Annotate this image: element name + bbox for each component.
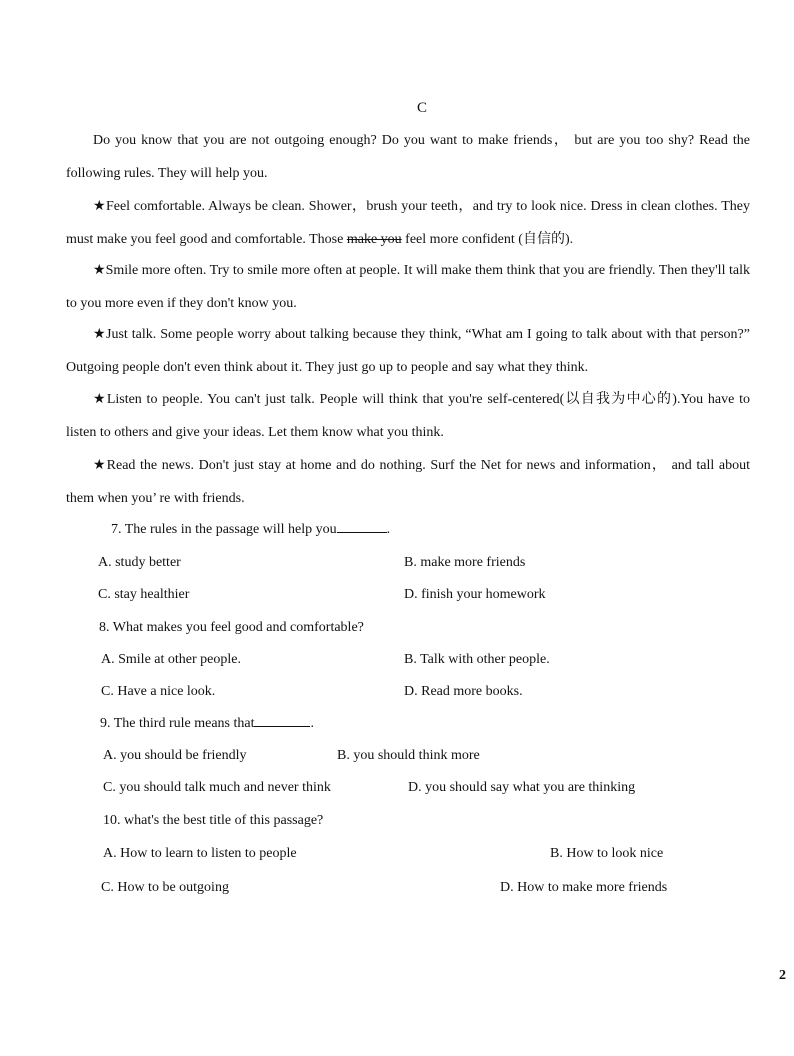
rule-1 bbox=[66, 190, 750, 256]
answer-blank bbox=[254, 726, 310, 727]
rule-4-text: Listen to people. You can't just talk. People will think that you're self-centered(以自我为中心的).You have to listen to others and give your ideas. Let them know what you think. bbox=[66, 392, 750, 440]
option-9b: B. you should think more bbox=[337, 748, 480, 763]
star-icon: ★ bbox=[93, 327, 107, 342]
rule-1-text-a: Feel comfortable. Always be clean. Shower，brush your teeth，and try to look nice. Dress in clean clothes. They must make you feel good and comfortable. Those bbox=[66, 199, 750, 247]
option-7c: C. stay healthier bbox=[98, 587, 190, 602]
section-label: C bbox=[416, 100, 427, 116]
rule-1-struck-text: make you bbox=[346, 232, 402, 247]
intro-text: Do you know that you are not outgoing enough? Do you want to make friends， but are you too shy? Read the following rules. They will help you. bbox=[66, 133, 750, 181]
rule-5-text: Read the news. Don't just stay at home and do nothing. Surf the Net for news and information， and tall about them when you’ re with friends. bbox=[66, 458, 750, 506]
rule-1-text-b: feel more confident (自信的). bbox=[401, 232, 574, 247]
question-8 bbox=[99, 620, 364, 636]
rule-3-text: Just talk. Some people worry about talking because they think, “What am I going to talk about with that person?” Outgoing people don't even think about it. They just go up to people and say what they think. bbox=[66, 327, 750, 375]
question-9-stem: 9. The third rule means that bbox=[100, 716, 255, 731]
question-7-stem: 7. The rules in the passage will help you bbox=[111, 522, 337, 537]
question-10 bbox=[103, 813, 323, 829]
answer-blank bbox=[337, 532, 387, 533]
rule-2-text: Smile more often. Try to smile more often at people. It will make them think that you are friendly. Then they'll talk to you more even if they don't know you. bbox=[66, 263, 750, 311]
star-icon: ★ bbox=[93, 458, 107, 473]
option-10d: D. How to make more friends bbox=[500, 880, 668, 895]
star-icon: ★ bbox=[93, 199, 106, 214]
star-icon: ★ bbox=[93, 263, 106, 278]
option-7d: D. finish your homework bbox=[404, 587, 546, 602]
rule-2 bbox=[66, 254, 750, 320]
option-8a: A. Smile at other people. bbox=[101, 652, 241, 667]
question-8-stem: 8. What makes you feel good and comfortable? bbox=[99, 620, 364, 635]
rule-3 bbox=[66, 318, 750, 384]
option-8b: B. Talk with other people. bbox=[404, 652, 550, 667]
option-8c: C. Have a nice look. bbox=[101, 684, 216, 699]
option-7a: A. study better bbox=[98, 555, 181, 570]
question-10-stem: 10. what's the best title of this passage? bbox=[103, 813, 324, 828]
star-icon: ★ bbox=[93, 392, 107, 407]
question-9: 9. The third rule means that . bbox=[100, 716, 314, 731]
rule-5 bbox=[66, 449, 750, 515]
question-7: 7. The rules in the passage will help you . bbox=[111, 522, 391, 537]
option-10c: C. How to be outgoing bbox=[101, 880, 229, 895]
option-10a: A. How to learn to listen to people bbox=[103, 846, 297, 861]
option-9d: D. you should say what you are thinking bbox=[408, 780, 636, 795]
option-9c: C. you should talk much and never think bbox=[103, 780, 331, 795]
option-10b: B. How to look nice bbox=[550, 846, 664, 861]
page-number: 2 bbox=[779, 968, 786, 983]
passage-intro bbox=[66, 124, 750, 190]
option-9a: A. you should be friendly bbox=[103, 748, 247, 763]
option-7b: B. make more friends bbox=[404, 555, 526, 570]
option-8d: D. Read more books. bbox=[404, 684, 523, 699]
rule-4 bbox=[66, 383, 750, 449]
